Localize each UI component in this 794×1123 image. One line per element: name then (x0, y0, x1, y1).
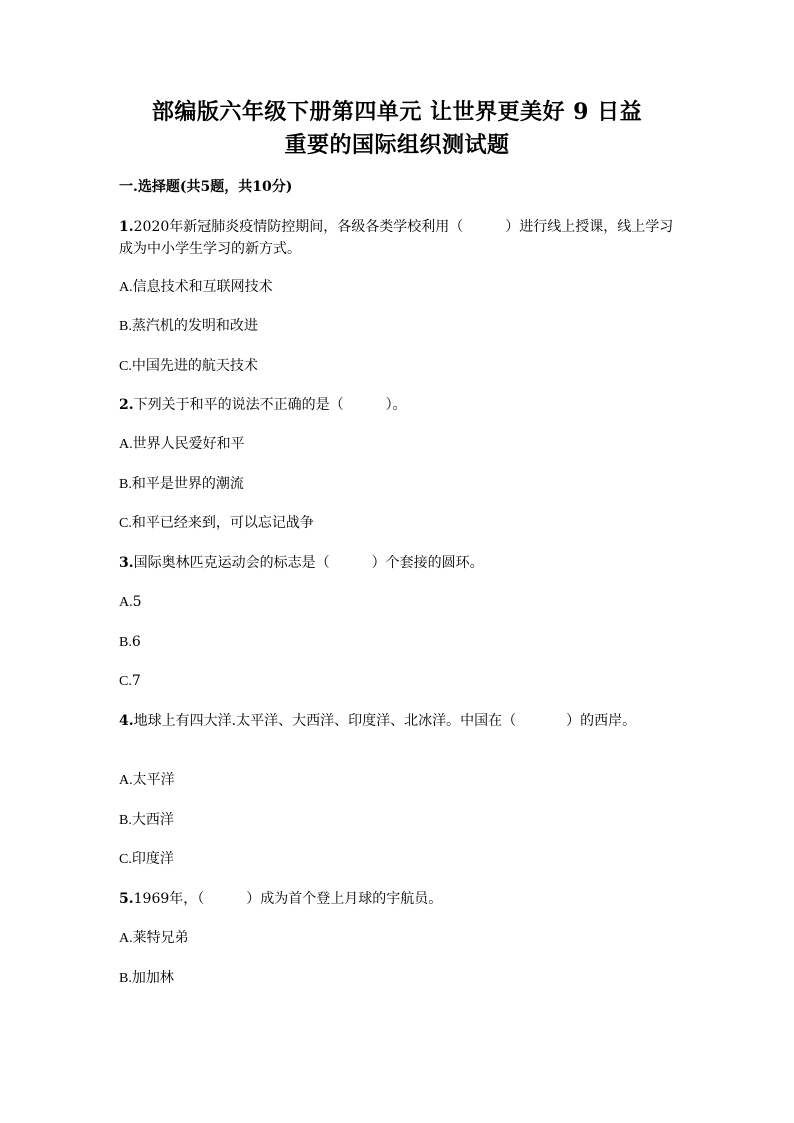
option-letter: C. (119, 674, 132, 689)
option-a (119, 928, 189, 949)
option-c (119, 671, 141, 692)
option-text: 信息技术和互联网技术 (132, 279, 273, 295)
question-number: 3. (119, 555, 134, 571)
option-text: 加加林 (131, 970, 174, 986)
option-text: 6 (131, 634, 141, 650)
option-text: 莱特兄弟 (132, 930, 189, 946)
option-c (119, 356, 258, 377)
section-heading: 一.选择题(共5题，共10分) (119, 179, 293, 195)
option-letter: B. (119, 319, 132, 334)
document-title-line-2: 重要的国际组织测试题 (284, 132, 510, 158)
option-text: 5 (132, 594, 142, 610)
option-b (119, 632, 141, 653)
question-text: 地球上有四大洋.太平洋、大西洋、印度洋、北冰洋。中国在（ (133, 713, 517, 729)
question-text-cont: ）成为首个登上月球的宇航员。 (246, 891, 443, 907)
option-text: 7 (131, 673, 141, 689)
option-letter: A. (119, 595, 133, 610)
question-4 (119, 710, 675, 732)
option-letter: A. (119, 437, 133, 452)
question-5 (119, 888, 675, 910)
option-letter: A. (119, 280, 133, 295)
question-text-cont: ）个套接的圆环。 (371, 555, 484, 571)
option-text: 世界人民爱好和平 (132, 436, 245, 452)
option-text: 和平已经来到，可以忘记战争 (131, 515, 314, 531)
option-a (119, 277, 273, 298)
question-3 (119, 552, 675, 574)
option-text: 和平是世界的潮流 (131, 476, 244, 492)
question-number: 2. (119, 397, 134, 413)
option-c (119, 513, 314, 534)
option-b (119, 474, 244, 495)
option-letter: B. (119, 971, 132, 986)
question-text-cont: ）进行线上授课，线上学习成为中小学生学习的新方式。 (119, 219, 674, 257)
option-text: 蒸汽机的发明和改进 (131, 318, 258, 334)
option-letter: B. (119, 477, 132, 492)
question-number: 4. (119, 713, 134, 729)
question-text: 下列关于和平的说法不正确的是（ (133, 397, 344, 413)
question-text: 国际奥林匹克运动会的标志是（ (133, 555, 330, 571)
option-b (119, 968, 174, 989)
option-text: 印度洋 (131, 851, 174, 867)
option-c (119, 849, 174, 870)
option-letter: C. (119, 359, 132, 374)
option-a (119, 770, 175, 791)
option-letter: C. (119, 516, 132, 531)
question-1 (119, 216, 675, 260)
option-text: 中国先进的航天技术 (131, 358, 258, 374)
option-a (119, 434, 245, 455)
question-text-cont: ）。 (385, 397, 407, 413)
option-a (119, 592, 142, 613)
question-text-cont: ）的西岸。 (566, 713, 637, 729)
option-b (119, 810, 174, 831)
option-text: 大西洋 (131, 812, 174, 828)
option-letter: B. (119, 813, 132, 828)
option-letter: B. (119, 635, 132, 650)
question-2 (119, 394, 675, 416)
option-letter: A. (119, 931, 133, 946)
question-text: 2020年新冠肺炎疫情防控期间，各级各类学校利用（ (133, 219, 464, 235)
option-letter: A. (119, 773, 133, 788)
question-number: 5. (119, 891, 134, 907)
option-text: 太平洋 (132, 772, 175, 788)
option-b (119, 316, 258, 337)
question-number: 1. (119, 219, 134, 235)
document-title-line-1: 部编版六年级下册第四单元 让世界更美好 9 日益 (151, 99, 643, 125)
question-text: 1969年，（ (133, 891, 205, 907)
option-letter: C. (119, 852, 132, 867)
